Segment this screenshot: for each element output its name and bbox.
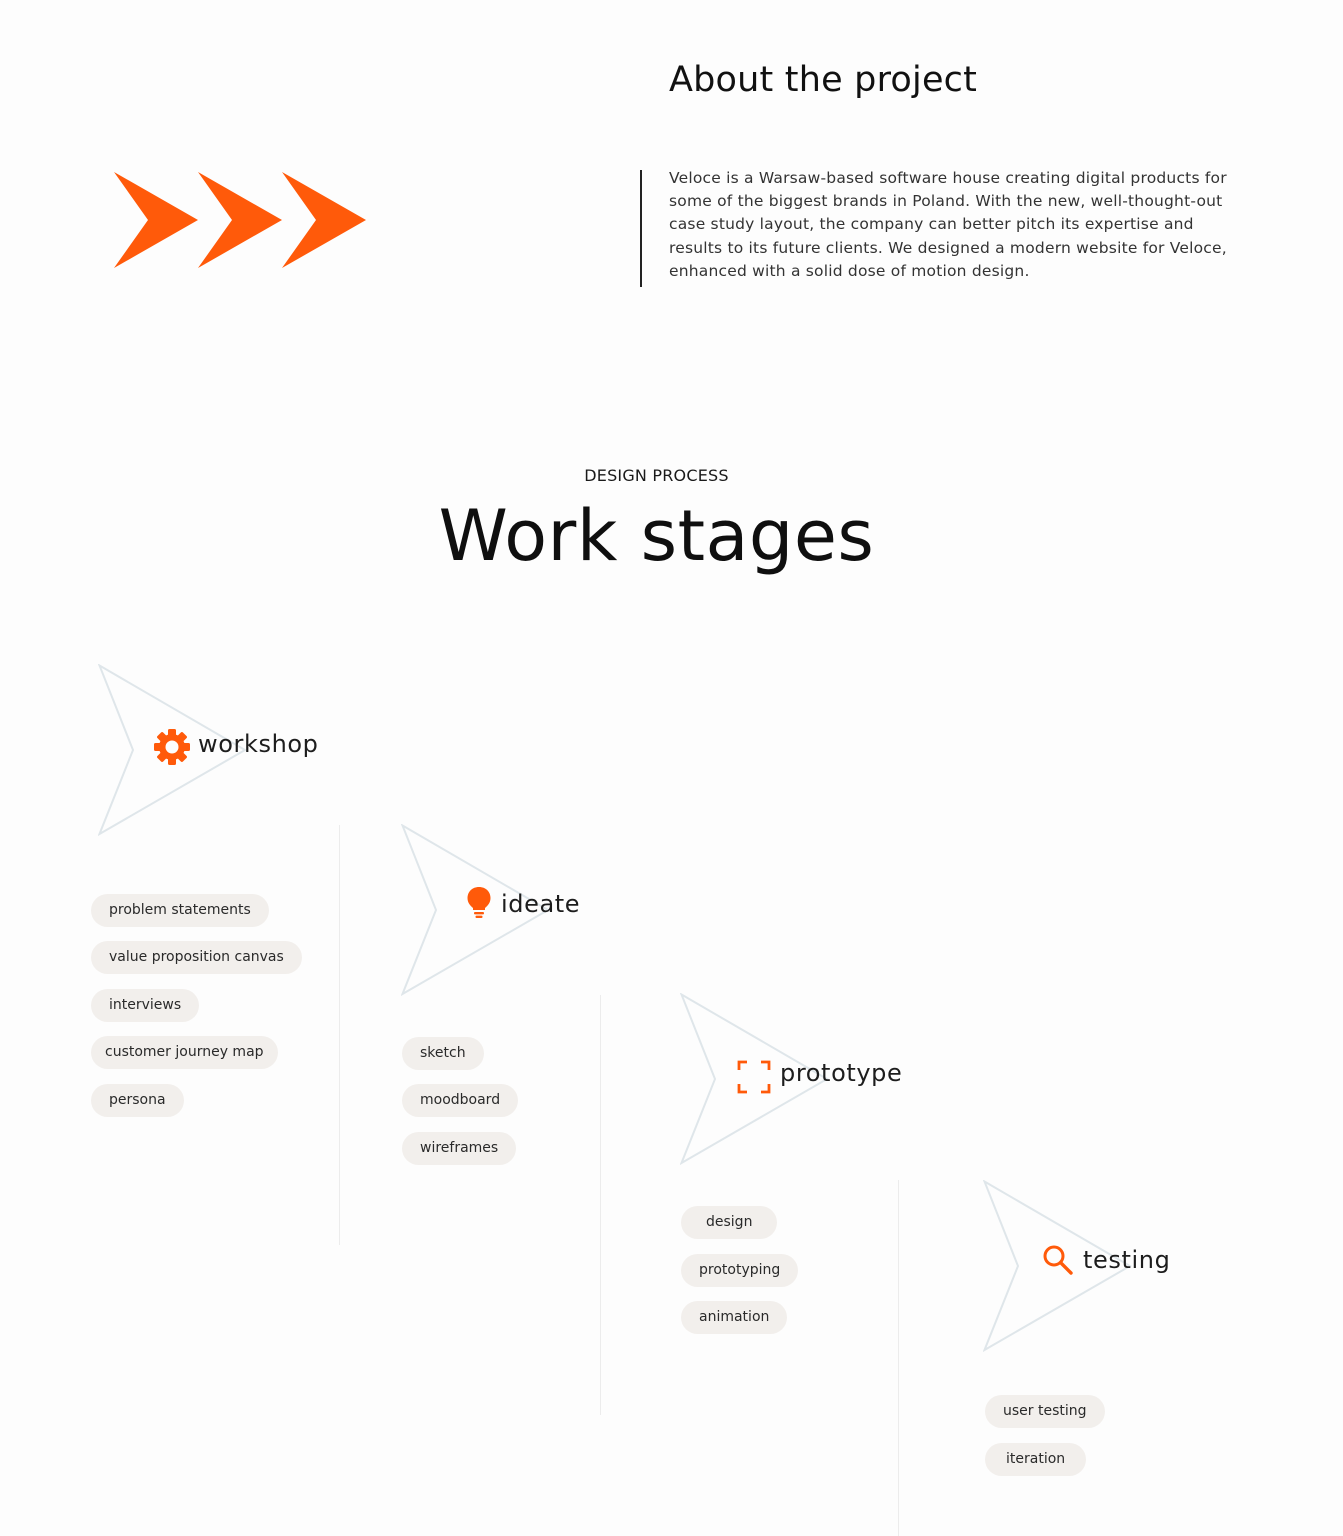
chip: iteration (985, 1443, 1086, 1476)
chip: design (681, 1206, 777, 1239)
gear-icon (153, 728, 191, 766)
brand-arrows-logo (112, 170, 372, 270)
chip: wireframes (402, 1132, 516, 1165)
column-divider (339, 825, 340, 1245)
stage-label-testing: testing (1083, 1246, 1171, 1274)
chip: prototyping (681, 1254, 798, 1287)
chip: persona (91, 1084, 184, 1117)
search-icon (1042, 1244, 1074, 1276)
chip: interviews (91, 989, 199, 1022)
about-title: About the project (669, 60, 978, 100)
about-divider (640, 170, 642, 287)
stage-label-workshop: workshop (198, 730, 319, 758)
lightbulb-icon (466, 886, 492, 920)
chip: moodboard (402, 1084, 518, 1117)
chip: sketch (402, 1037, 484, 1070)
stage-label-prototype: prototype (780, 1059, 903, 1087)
column-divider (600, 995, 601, 1415)
chip: customer journey map (91, 1036, 278, 1069)
section-eyebrow: DESIGN PROCESS (584, 466, 729, 485)
frame-corners-icon (737, 1060, 771, 1094)
chip: value proposition canvas (91, 941, 302, 974)
chip: animation (681, 1301, 787, 1334)
chip: problem statements (91, 894, 269, 927)
about-description: Veloce is a Warsaw-based software house creating digital products for some of the biggest brands in Poland. With the new, well-thought-out case study layout, the company can better pitch its expertise and results to its future clients. We designed a modern website for Veloce, enhanced with a solid dose of motion design. (669, 169, 1227, 280)
stage-label-ideate: ideate (501, 890, 581, 918)
section-title: Work stages (438, 495, 875, 577)
chip: user testing (985, 1395, 1105, 1428)
column-divider (898, 1180, 899, 1536)
